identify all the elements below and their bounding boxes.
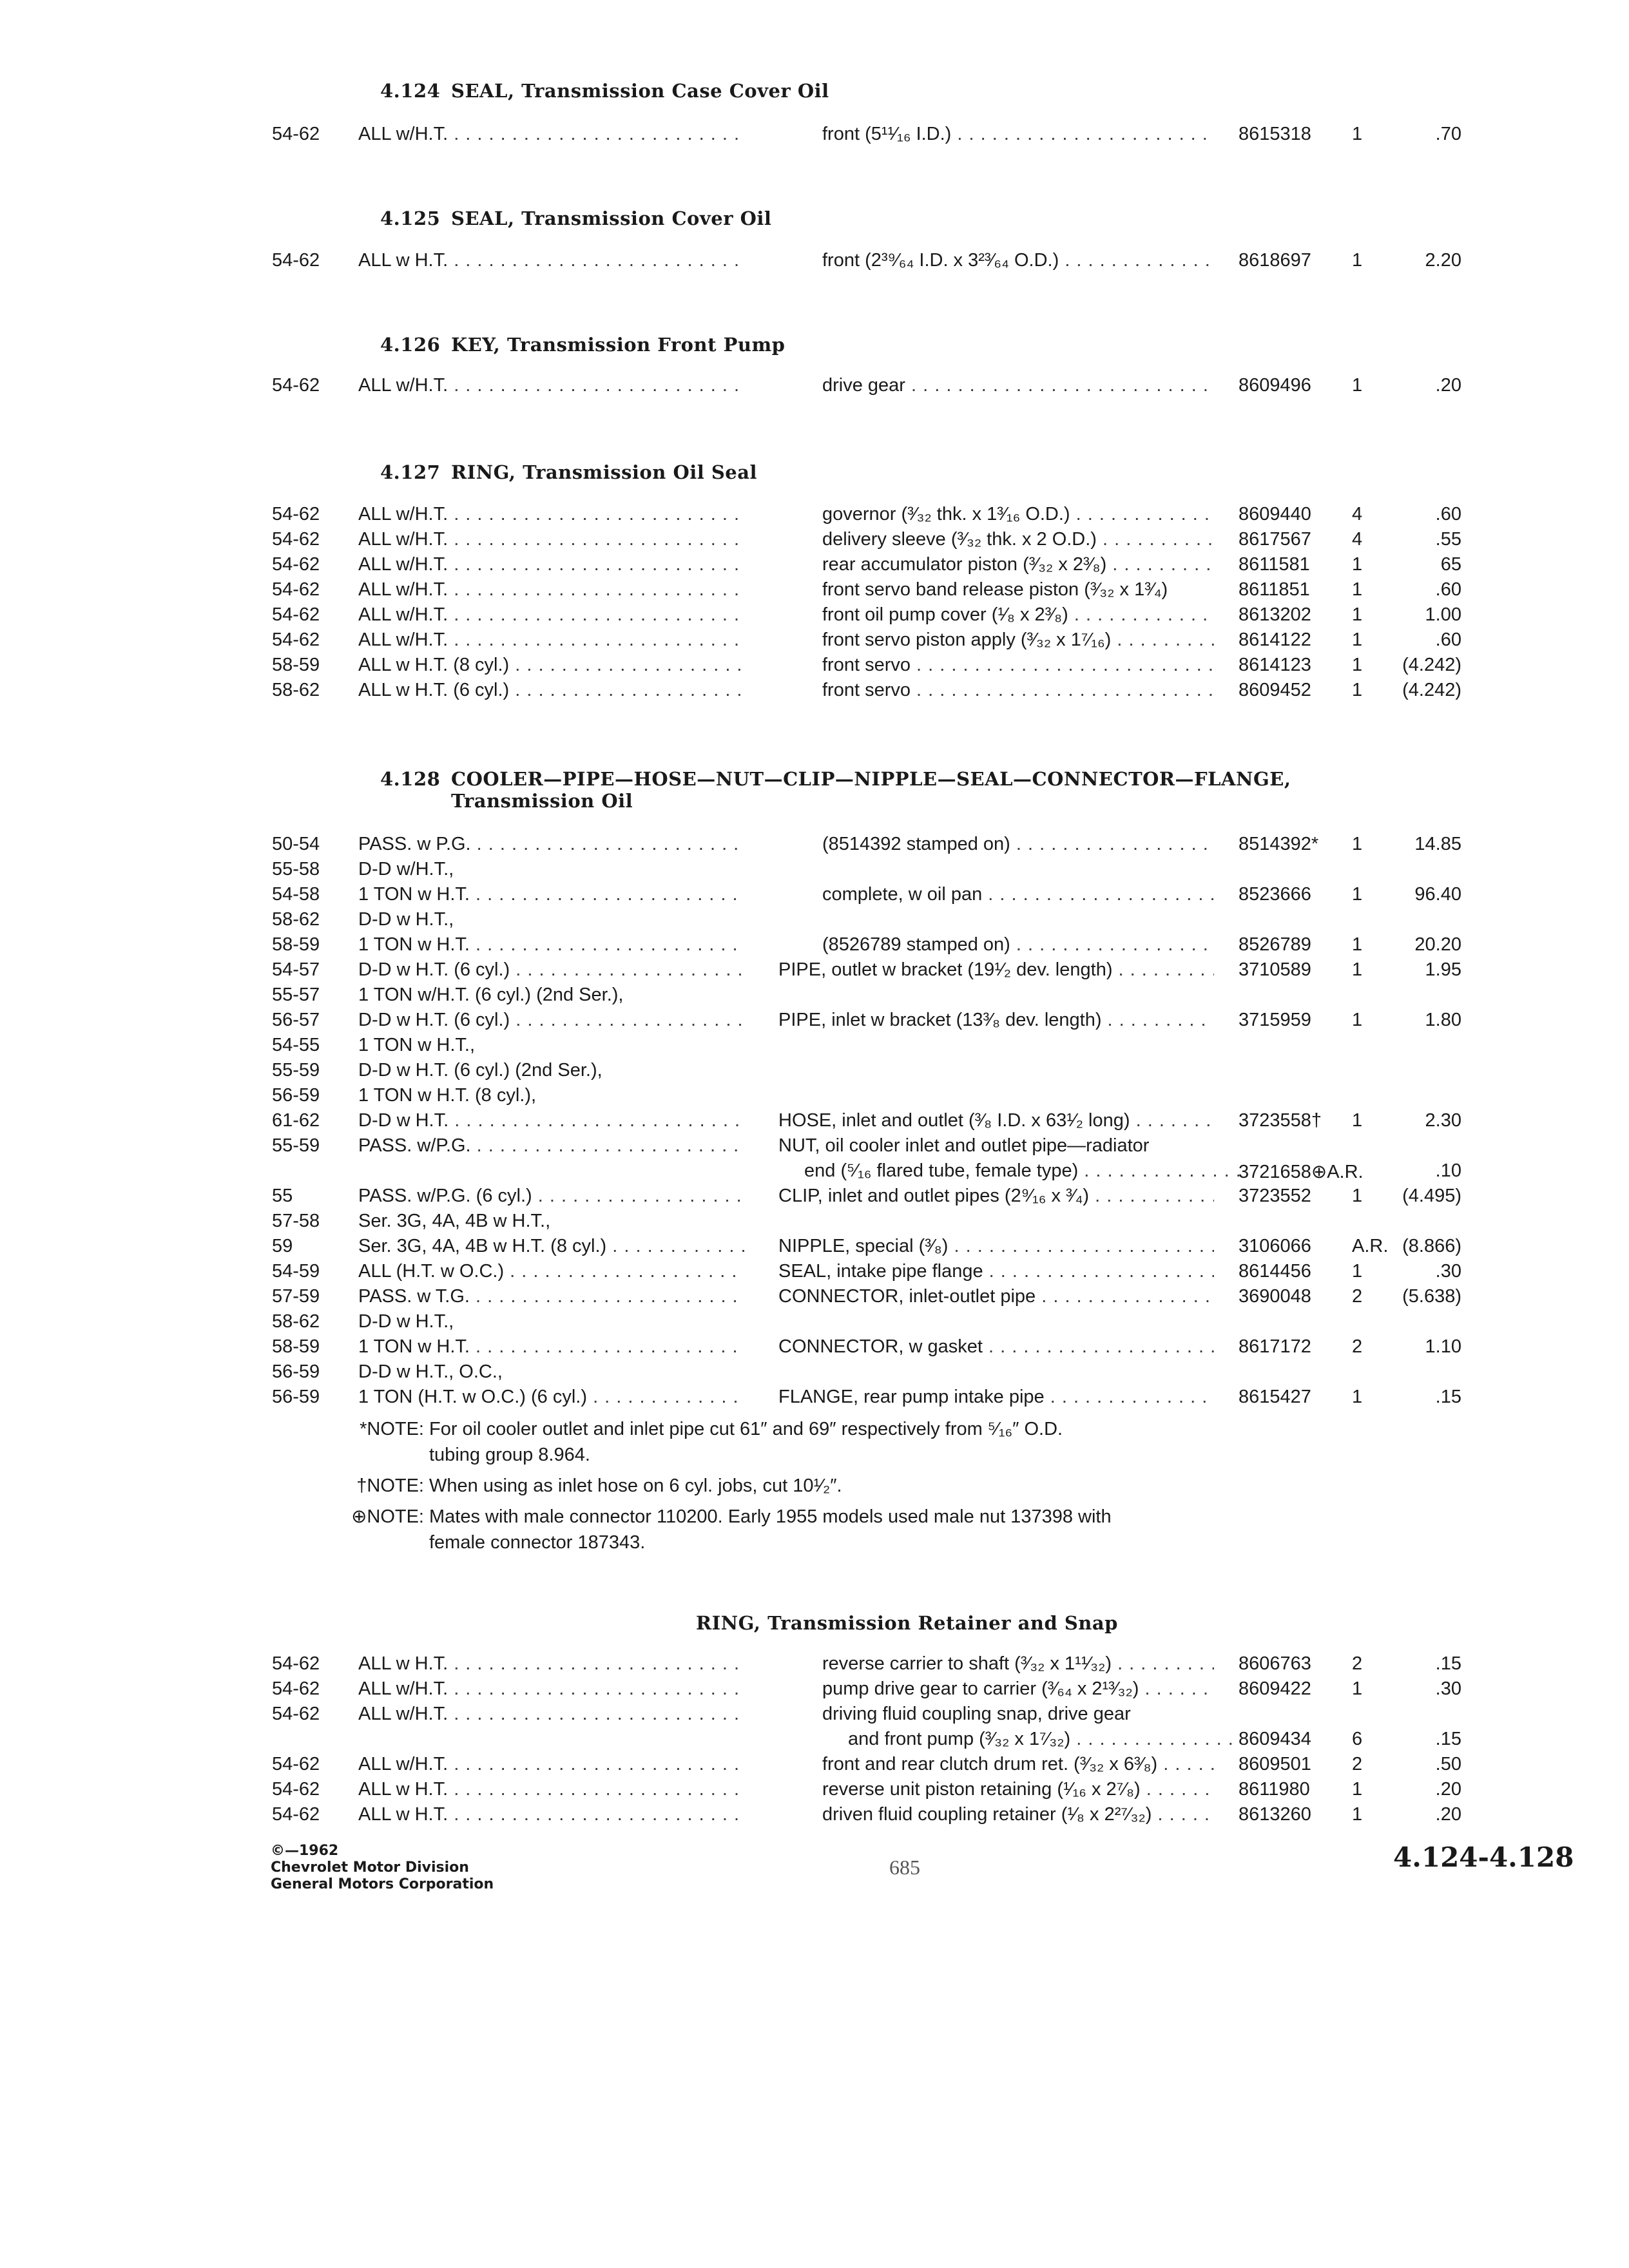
model-cell: PASS. w/P.G. (6 cyl.) . . . [358, 1186, 745, 1207]
years-cell: 58-59 [272, 1336, 320, 1357]
years-cell: 54-62 [272, 124, 320, 144]
footnote-dagger [348, 1473, 1231, 1499]
quantity-cell: 1 [1352, 554, 1363, 575]
model-cell: ALL w H.T. (6 cyl.) . . . [358, 680, 745, 701]
model-cell: PASS. w/P.G. . . . [358, 1135, 745, 1157]
part-number-cell: 8618697 [1239, 250, 1311, 271]
parts-row [0, 529, 1629, 555]
years-cell: 54-62 [272, 604, 320, 625]
parts-row [0, 1704, 1629, 1729]
model-cell: ALL w H.T. . . . [358, 1804, 745, 1825]
part-number-cell: 8609452 [1239, 680, 1311, 700]
parts-row [0, 834, 1629, 860]
parts-row [0, 1311, 1629, 1337]
description-cell: (8526789 stamped on) . . . [822, 934, 1214, 956]
description-cell: front servo piston apply (³⁄₃₂ x 1⁷⁄₁₆) . . . [822, 629, 1214, 651]
part-number-cell: 8606763 [1239, 1653, 1311, 1674]
parts-row [0, 629, 1629, 655]
part-number-cell: 8617567 [1239, 529, 1311, 550]
description-cell: SEAL, intake pipe flange . . . [778, 1261, 1214, 1282]
model-cell: ALL w/H.T. . . . [358, 629, 745, 651]
years-cell: 58-62 [272, 909, 320, 930]
model-cell: D-D w H.T., [358, 1311, 454, 1332]
parts-row [0, 1060, 1629, 1086]
section-title: COOLER—PIPE—HOSE—NUT—CLIP—NIPPLE—SEAL—CONNECTOR—FLANGE, [451, 768, 1291, 790]
model-cell: 1 TON w H.T. . . . [358, 934, 745, 956]
section-title: SEAL, Transmission Case Cover Oil [451, 80, 829, 102]
section-number: 4.125 [380, 207, 441, 229]
description-cell: PIPE, outlet w bracket (19¹⁄₂ dev. length) . . . [778, 959, 1214, 981]
price-cell: .15 [1435, 1729, 1461, 1749]
note-label: *NOTE: [360, 1419, 424, 1439]
quantity-cell: 1 [1352, 250, 1363, 271]
page-number: 685 [889, 1856, 920, 1879]
part-number-cell: 8609501 [1239, 1754, 1311, 1774]
parts-row [0, 959, 1629, 985]
section-title: KEY, Transmission Front Pump [451, 334, 786, 356]
price-cell: .15 [1435, 1387, 1461, 1407]
years-cell: 54-62 [272, 1779, 320, 1800]
note-text: Mates with male connector 110200. Early 1955 models used male nut 137398 with [429, 1506, 1112, 1527]
parts-row [0, 1336, 1629, 1362]
quantity-cell: 2 [1352, 1336, 1363, 1357]
years-cell: 55-59 [272, 1060, 320, 1081]
parts-row [0, 1110, 1629, 1136]
part-number-cell: 3106066 [1239, 1236, 1311, 1256]
price-cell: .30 [1435, 1261, 1461, 1282]
description-cell: and front pump (³⁄₃₂ x 1⁷⁄₃₂) . . . [822, 1729, 1240, 1750]
price-cell: 2.20 [1425, 250, 1461, 271]
price-cell: .20 [1435, 1804, 1461, 1825]
years-cell: 54-62 [272, 504, 320, 524]
quantity-cell: 1 [1352, 1261, 1363, 1282]
part-number-cell: 3723558† [1239, 1110, 1322, 1131]
corporation-name: General Motors Corporation [271, 1876, 494, 1892]
parts-row [0, 1186, 1629, 1211]
years-cell: 58-59 [272, 655, 320, 675]
footnote-asterisk [348, 1416, 1231, 1468]
price-cell: .60 [1435, 579, 1461, 600]
quantity-cell: 1 [1352, 680, 1363, 700]
parts-row [0, 909, 1629, 935]
quantity-cell: 2 [1352, 1653, 1363, 1674]
model-cell: D-D w H.T. (6 cyl.) . . . [358, 1010, 745, 1031]
price-cell: (8.866) [1402, 1236, 1461, 1256]
model-cell: D-D w H.T. . . . [358, 1110, 745, 1131]
parts-row [0, 1779, 1629, 1805]
model-cell: ALL w/H.T. . . . [358, 124, 745, 145]
note-text-continued: female connector 187343. [429, 1532, 646, 1553]
description-cell: reverse carrier to shaft (³⁄₃₂ x 1¹¹⁄₃₂) . . . [822, 1653, 1214, 1675]
model-cell: Ser. 3G, 4A, 4B w H.T., [358, 1211, 551, 1231]
price-cell: 20.20 [1414, 934, 1461, 955]
description-cell: governor (³⁄₃₂ thk. x 1³⁄₁₆ O.D.) . . . [822, 504, 1214, 525]
part-number-cell: 8523666 [1239, 884, 1311, 905]
part-number-cell: 8617172 [1239, 1336, 1311, 1357]
description-cell: front oil pump cover (¹⁄₈ x 2³⁄₈) . . . [822, 604, 1214, 626]
part-number-cell: 8611581 [1239, 554, 1310, 575]
years-cell: 61-62 [272, 1110, 320, 1131]
part-number-cell: 8611851 [1239, 579, 1310, 600]
parts-row [0, 985, 1629, 1010]
quantity-cell: 1 [1352, 1110, 1363, 1131]
parts-row [0, 1678, 1629, 1704]
parts-row [0, 884, 1629, 910]
years-cell: 58-62 [272, 680, 320, 700]
model-cell: D-D w H.T., [358, 909, 454, 930]
parts-row [0, 1261, 1629, 1287]
quantity-cell: 1 [1352, 959, 1363, 980]
description-cell: FLANGE, rear pump intake pipe . . . [778, 1387, 1214, 1408]
quantity-cell: 1 [1352, 629, 1363, 650]
model-cell: 1 TON w H.T. . . . [358, 884, 745, 905]
part-number-cell: 8609496 [1239, 375, 1311, 396]
years-cell: 54-62 [272, 529, 320, 550]
quantity-cell: 1 [1352, 1186, 1363, 1206]
description-cell: front (5¹¹⁄₁₆ I.D.) . . . [822, 124, 1214, 145]
part-number-cell: 8609422 [1239, 1678, 1311, 1699]
quantity-cell: 1 [1352, 1779, 1363, 1800]
description-cell: CONNECTOR, w gasket . . . [778, 1336, 1214, 1358]
years-cell: 54-62 [272, 375, 320, 396]
price-cell: 14.85 [1414, 834, 1461, 854]
price-cell: (4.495) [1402, 1186, 1461, 1206]
copyright: ©—1962 [271, 1843, 339, 1859]
parts-row [0, 1387, 1629, 1412]
description-cell: rear accumulator piston (³⁄₃₂ x 2³⁄₈) . . . [822, 554, 1214, 575]
parts-row [0, 1361, 1629, 1387]
years-cell: 55-58 [272, 859, 320, 879]
years-cell: 54-55 [272, 1035, 320, 1055]
price-cell: .10 [1435, 1160, 1461, 1181]
section-number: 4.128 [380, 768, 441, 790]
parts-row [0, 554, 1629, 580]
parts-row [0, 680, 1629, 706]
parts-row [0, 1035, 1629, 1061]
model-cell: ALL w H.T. . . . [358, 1653, 745, 1675]
years-cell: 55 [272, 1186, 293, 1206]
part-number-cell: 3715959 [1239, 1010, 1311, 1030]
quantity-cell: 4 [1352, 504, 1363, 524]
section-number: 4.127 [380, 461, 441, 483]
parts-row [0, 1754, 1629, 1780]
model-cell: ALL w H.T. (8 cyl.) . . . [358, 655, 745, 676]
part-number-cell: 8609434 [1239, 1729, 1311, 1749]
years-cell: 54-62 [272, 1804, 320, 1825]
section-heading-4-126 [380, 334, 785, 356]
years-cell: 57-58 [272, 1211, 320, 1231]
parts-row [0, 934, 1629, 960]
model-cell: ALL (H.T. w O.C.) . . . [358, 1261, 745, 1282]
group-range: 4.124-4.128 [1393, 1841, 1574, 1873]
description-cell: driving fluid coupling snap, drive gear [822, 1704, 1131, 1724]
model-cell: ALL w/H.T. . . . [358, 1704, 745, 1725]
parts-row [0, 1211, 1629, 1236]
quantity-cell: 1 [1352, 604, 1363, 625]
model-cell: ALL w/H.T. . . . [358, 604, 745, 626]
quantity-cell: 4 [1352, 529, 1363, 550]
section-title: RING, Transmission Retainer and Snap [696, 1612, 1118, 1634]
years-cell: 56-59 [272, 1361, 320, 1382]
price-cell: .60 [1435, 629, 1461, 650]
years-cell: 56-57 [272, 1010, 320, 1030]
quantity-cell: 1 [1352, 579, 1363, 600]
description-cell: complete, w oil pan . . . [822, 884, 1214, 905]
years-cell: 54-59 [272, 1261, 320, 1282]
years-cell: 59 [272, 1236, 293, 1256]
description-cell: NUT, oil cooler inlet and outlet pipe—radiator [778, 1135, 1150, 1156]
parts-row [0, 1135, 1629, 1161]
section-number: 4.124 [380, 80, 441, 102]
years-cell: 50-54 [272, 834, 320, 854]
description-cell: PIPE, inlet w bracket (13³⁄₈ dev. length) . . . [778, 1010, 1214, 1031]
price-cell: 1.00 [1425, 604, 1461, 625]
parts-row [0, 655, 1629, 680]
model-cell: ALL w/H.T. . . . [358, 504, 745, 525]
price-cell: .20 [1435, 375, 1461, 396]
quantity-cell: 1 [1352, 1678, 1363, 1699]
part-number-cell: 8614122 [1239, 629, 1311, 650]
quantity-cell: 1 [1352, 834, 1363, 854]
section-heading-4-128 [380, 768, 1291, 812]
years-cell: 54-62 [272, 1678, 320, 1699]
parts-row [0, 1804, 1629, 1830]
description-cell: front (2³⁹⁄₆₄ I.D. x 3²³⁄₆₄ O.D.) . . . [822, 250, 1214, 271]
price-cell: 2.30 [1425, 1110, 1461, 1131]
part-number-cell: 3723552 [1239, 1186, 1311, 1206]
parts-row [0, 1653, 1629, 1679]
model-cell: 1 TON w H.T., [358, 1035, 476, 1055]
section-title-line2: Transmission Oil [451, 790, 633, 812]
quantity-cell: 6 [1352, 1729, 1363, 1749]
model-cell: ALL w/H.T. . . . [358, 579, 745, 601]
model-cell: PASS. w T.G. . . . [358, 1286, 745, 1307]
part-number-cell: 8526789 [1239, 934, 1311, 955]
parts-row [0, 1085, 1629, 1111]
parts-row [0, 1236, 1629, 1262]
years-cell: 54-62 [272, 579, 320, 600]
years-cell: 55-59 [272, 1135, 320, 1156]
model-cell: ALL w/H.T. . . . [358, 529, 745, 550]
part-number-cell: 8609440 [1239, 504, 1311, 524]
part-number-cell: 8615318 [1239, 124, 1311, 144]
price-cell: .55 [1435, 529, 1461, 550]
description-cell: front and rear clutch drum ret. (³⁄₃₂ x 6³⁄₈) . . . [822, 1754, 1214, 1775]
model-cell: ALL w H.T. . . . [358, 250, 745, 271]
model-cell: 1 TON w H.T. . . . [358, 1336, 745, 1358]
description-cell: front servo band release piston (³⁄₃₂ x 1³⁄₄) [822, 579, 1168, 600]
price-cell: .20 [1435, 1779, 1461, 1800]
price-cell: 1.95 [1425, 959, 1461, 980]
parts-row [0, 1160, 1629, 1186]
description-cell: CLIP, inlet and outlet pipes (2⁹⁄₁₆ x ³⁄₄) . . . [778, 1186, 1214, 1207]
parts-row [0, 1286, 1629, 1312]
parts-row [0, 859, 1629, 885]
section-title: RING, Transmission Oil Seal [451, 461, 758, 483]
description-cell: front servo . . . [822, 680, 1214, 701]
description-cell: end (⁵⁄₁₆ flared tube, female type) . . . [778, 1160, 1240, 1182]
description-cell: driven fluid coupling retainer (¹⁄₈ x 2²⁷⁄₃₂) . . . [822, 1804, 1214, 1825]
price-cell: .60 [1435, 504, 1461, 524]
part-number-cell: 8613260 [1239, 1804, 1311, 1825]
quantity-cell: 1 [1352, 1804, 1363, 1825]
division-name: Chevrolet Motor Division [271, 1860, 469, 1876]
note-text: For oil cooler outlet and inlet pipe cut 61″ and 69″ respectively from ⁵⁄₁₆″ O.D. [429, 1419, 1063, 1439]
years-cell: 56-59 [272, 1085, 320, 1106]
part-number-cell: 8615427 [1239, 1387, 1311, 1407]
note-text-continued: tubing group 8.964. [429, 1445, 590, 1465]
description-cell: CONNECTOR, inlet-outlet pipe . . . [778, 1286, 1214, 1307]
description-cell: drive gear . . . [822, 375, 1214, 396]
description-cell: HOSE, inlet and outlet (³⁄₈ I.D. x 63¹⁄₂ long) . . . [778, 1110, 1214, 1131]
price-cell: .30 [1435, 1678, 1461, 1699]
model-cell: 1 TON w H.T. (8 cyl.), [358, 1085, 537, 1106]
parts-row [0, 504, 1629, 530]
quantity-cell: 1 [1352, 884, 1363, 905]
parts-row [0, 579, 1629, 605]
quantity-cell: 2 [1352, 1754, 1363, 1774]
quantity-cell: 1 [1352, 655, 1363, 675]
part-number-cell: 8614123 [1239, 655, 1311, 675]
quantity-cell: 1 [1352, 934, 1363, 955]
parts-row [0, 375, 1629, 401]
quantity-cell: 1 [1352, 124, 1363, 144]
note-text: When using as inlet hose on 6 cyl. jobs, cut 10¹⁄₂″. [429, 1475, 842, 1496]
years-cell: 54-62 [272, 1704, 320, 1724]
price-cell: .50 [1435, 1754, 1461, 1774]
quantity-cell: A.R. [1352, 1236, 1389, 1256]
years-cell: 54-57 [272, 959, 320, 980]
years-cell: 56-59 [272, 1387, 320, 1407]
part-number-cell: 8514392* [1239, 834, 1319, 854]
price-cell: .15 [1435, 1653, 1461, 1674]
parts-row [0, 1729, 1629, 1754]
price-cell: .70 [1435, 124, 1461, 144]
model-cell: D-D w H.T., O.C., [358, 1361, 503, 1382]
parts-row [0, 250, 1629, 276]
price-cell: 96.40 [1414, 884, 1461, 905]
model-cell: ALL w/H.T. . . . [358, 1754, 745, 1775]
model-cell: ALL w H.T. . . . [358, 1779, 745, 1800]
price-cell: (4.242) [1402, 655, 1461, 675]
model-cell: D-D w/H.T., [358, 859, 454, 879]
part-number-cell: 8611980 [1239, 1779, 1310, 1800]
price-cell: 1.80 [1425, 1010, 1461, 1030]
years-cell: 58-59 [272, 934, 320, 955]
description-cell: NIPPLE, special (³⁄₈) . . . [778, 1236, 1214, 1257]
years-cell: 54-58 [272, 884, 320, 905]
years-cell: 54-62 [272, 629, 320, 650]
part-number-cell: 3721658⊕A.R. [1239, 1162, 1364, 1182]
price-cell: 1.10 [1425, 1336, 1461, 1357]
quantity-cell: 2 [1352, 1286, 1363, 1307]
description-cell: front servo . . . [822, 655, 1214, 676]
model-cell: D-D w H.T. (6 cyl.) . . . [358, 959, 745, 981]
model-cell: PASS. w P.G. . . . [358, 834, 745, 855]
model-cell: Ser. 3G, 4A, 4B w H.T. (8 cyl.) . . . [358, 1236, 745, 1257]
parts-row [0, 124, 1629, 149]
years-cell: 54-62 [272, 1653, 320, 1674]
section-heading-4-125 [380, 207, 771, 229]
part-number-cell: 8614456 [1239, 1261, 1311, 1282]
part-number-cell: 8613202 [1239, 604, 1311, 625]
model-cell: 1 TON w/H.T. (6 cyl.) (2nd Ser.), [358, 985, 624, 1005]
section-heading-ring-retainer [696, 1612, 1118, 1634]
quantity-cell: 1 [1352, 1387, 1363, 1407]
section-heading-4-124 [380, 80, 829, 102]
description-cell: (8514392 stamped on) . . . [822, 834, 1214, 855]
section-title: SEAL, Transmission Cover Oil [451, 207, 772, 229]
quantity-cell: 1 [1352, 375, 1363, 396]
years-cell: 58-62 [272, 1311, 320, 1332]
description-cell: reverse unit piston retaining (¹⁄₁₆ x 2⁷⁄₈) . . . [822, 1779, 1214, 1800]
part-number-cell: 3690048 [1239, 1286, 1311, 1307]
parts-row [0, 604, 1629, 630]
description-cell: delivery sleeve (³⁄₃₂ thk. x 2 O.D.) . . . [822, 529, 1214, 550]
model-cell: ALL w/H.T. . . . [358, 375, 745, 396]
section-heading-4-127 [380, 461, 757, 483]
years-cell: 55-57 [272, 985, 320, 1005]
model-cell: 1 TON (H.T. w O.C.) (6 cyl.) . . . [358, 1387, 745, 1408]
price-cell: 65 [1440, 554, 1461, 575]
note-label: †NOTE: [356, 1475, 424, 1496]
price-cell: (4.242) [1402, 680, 1461, 700]
publisher-block [271, 1843, 494, 1893]
years-cell: 57-59 [272, 1286, 320, 1307]
model-cell: ALL w/H.T. . . . [358, 554, 745, 575]
parts-row [0, 1010, 1629, 1035]
section-number: 4.126 [380, 334, 441, 356]
quantity-cell: 1 [1352, 1010, 1363, 1030]
part-number-cell: 3710589 [1239, 959, 1311, 980]
footnote-oplus [348, 1504, 1231, 1555]
price-cell: (5.638) [1402, 1286, 1461, 1307]
years-cell: 54-62 [272, 250, 320, 271]
years-cell: 54-62 [272, 554, 320, 575]
note-label: ⊕NOTE: [351, 1506, 424, 1527]
years-cell: 54-62 [272, 1754, 320, 1774]
model-cell: D-D w H.T. (6 cyl.) (2nd Ser.), [358, 1060, 602, 1081]
description-cell: pump drive gear to carrier (³⁄₆₄ x 2¹³⁄₃₂) . . . [822, 1678, 1214, 1700]
model-cell: ALL w/H.T. . . . [358, 1678, 745, 1700]
